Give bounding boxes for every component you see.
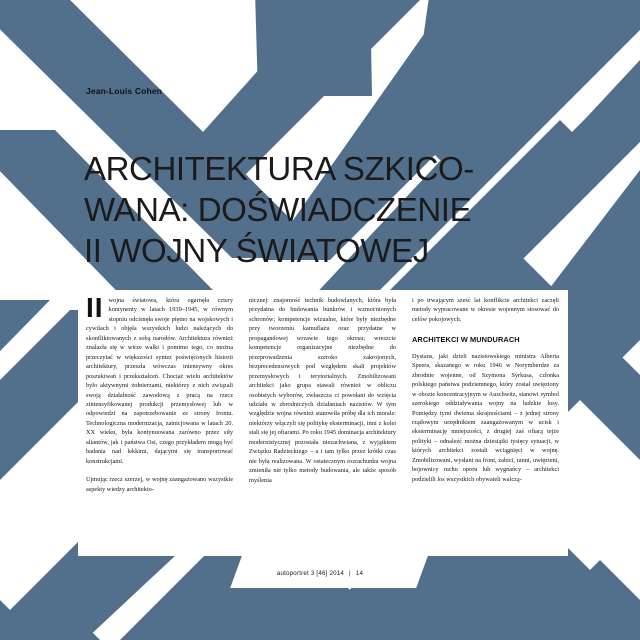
paragraph: nicznej: znajomość technik budowlanych, która była przydatna do budowania bunkrów i wzmocnionych schronów; kompetencje wizualne, które były niezbędne przy tworzeniu kamuflażu oraz przydatne w propagandowej wrzawie tego okresu; wreszcie kompetencje organizacyjne niezbędne do przeprowadzenia szeroko zakrojonych, bezprecedensowych pod względem skali projektów przemysłowych i terytorialnych. Zmobilizowani architekci jako grupa stawali również w obliczu osobistych wyborów, zwłaszcza ci powołani do wzięcia udziału w zbrodniczych działaniach nazistów. W tym względzie wojna również stanowiła próbę dla ich morale: niektórzy włączyli się politykę eksterminacji, inni z kolei stali się jej ofiarami. Po roku 1945 dominacja architektury modernistycznej pozostała niezachwiana, z wyjątkiem Związku Radzieckiego – a i tam tylko przez krótki czas nie była realizowana. W ostatecznym rozrachunku wojna zmieniła nie tylko metody budowania, ale także sposób myślenia [249, 297, 396, 484]
article-column-3 [412, 296, 559, 548]
article-column-1 [86, 292, 233, 548]
title-line-2: WANA: DOŚWIADCZENIE [84, 191, 472, 229]
author-byline: Jean-Louis Cohen [86, 86, 163, 96]
footer-page-number: 14 [355, 570, 364, 577]
article-column-2 [249, 296, 396, 548]
article-columns [86, 292, 560, 548]
page-footer [0, 570, 640, 577]
paragraph: Ujmując rzecz szerzej, w wojnę zaangażowano wszystkie aspekty wiedzy architekto- [86, 476, 233, 493]
paragraph: i po trwającym sześć lat konflikcie architekci zaczęli metody wypracowane w okresie wojennym stosować do celów pokojowych. [412, 297, 559, 323]
drop-cap: II [86, 292, 104, 323]
page-title [84, 148, 584, 271]
footer-publication: autoportret 3 [46] 2014 [276, 570, 345, 577]
paragraph-text: wojna światowa, która ogarnęła cztery kontynenty w latach 1939–1945, w równym stopniu odcisnęła swoje piętno na wojskowych i cywilach i objęła wszystkich ludzi należących do skonfliktowanych z sobą narodów. Architektura również znalazła się w wirze walki i pomimo tego, co można przeczytać w większości syntez poświęconych historii architektury, przeszła wówczas intensywny okres poszukiwań i przekształceń. Chociaż wielu architektów było aktywnymi żołnierzami, niektórzy z nich związali swoją działalność zawodową z pracą na rzecz zintensyfikowanej produkcji przemysłowej lub w odpowiedzi na zapotrzebowanie ze strony frontu. Technologiczna modernizacja, zainicjowana w latach 20. XX wieku, była kontynuowana zarówno przez siły aliantów, jak i państwa Osi, czego przykładem mogą być badania nad lekkimi, dającymi się transportować konstrukcjami. [86, 297, 233, 465]
title-line-1: ARCHITEKTURA SZKICO- [84, 150, 474, 188]
section-heading: ARCHITEKCI W MUNDURACH [412, 335, 520, 345]
title-line-3: II WOJNY ŚWIATOWEJ [84, 232, 429, 270]
footer-separator: | [349, 570, 351, 577]
paragraph: Dystans, jaki dzieli nazistowskiego ministra Alberta Speera, skazanego w roku 1946 w Norymberdze za zbrodnie wojenne, od Szymona Syrkusa, członka polskiego państwa podziemnego, który został uwięziony w obozie koncentracyjnym w Auschwitz, stanowi symbol szerokiego oddziaływania wojny na ludzkie losy. Pomiędzy tymi dwiema skrajnościami – z jednej strony rządowym urzędnikiem zaangażowanym w ucisk i eksterminację mniejszości, z drugiej zaś ofiarą tejże polityki – odnaleźć można dziesiątki tysięcy sytuacji, w których architekci zostali wciągnięci w wojnę. Zmobilizowani, wysłani na front, zabici, ranni, uwięzieni, bojownicy ruchu oporu lub wygnańcy – architekci podzielili los wszystkich obywateli walczą- [412, 352, 559, 483]
paragraph [86, 292, 233, 466]
